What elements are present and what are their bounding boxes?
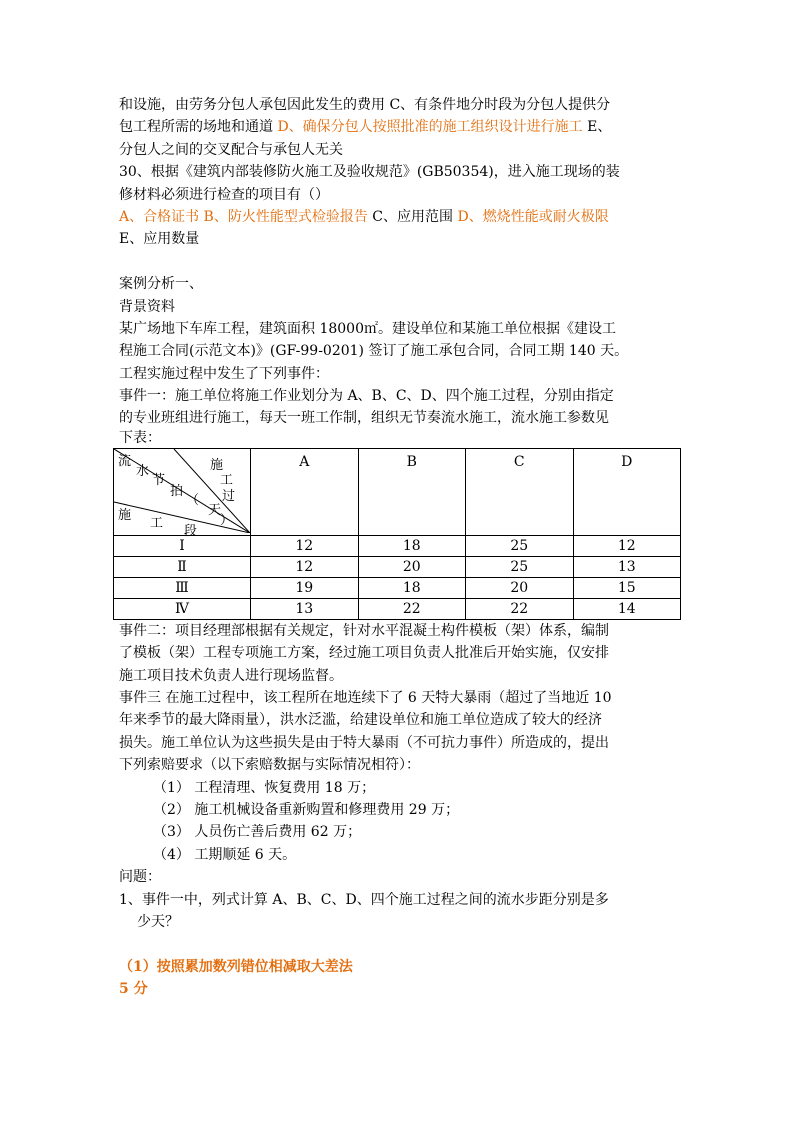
corner-label: 拍 <box>170 483 184 499</box>
text-line: 施工项目技术负责人进行现场监督。 <box>119 667 343 684</box>
table-cell: 19 <box>251 577 359 598</box>
highlighted-option: D、确保分包人按照批准的施工组织设计进行施工 <box>277 119 583 136</box>
table-cell: 22 <box>466 598 574 619</box>
table-cell: 15 <box>573 577 681 598</box>
question-30: 30、根据《建筑内部装修防火施工及验收规范》(GB50354)，进入施工现场的装 <box>119 164 620 181</box>
text-line: E、应用数量 <box>119 231 200 248</box>
text-line: 下列索赔要求（以下索赔数据与实际情况相符）： <box>119 757 420 774</box>
table-cell: 13 <box>251 598 359 619</box>
row-label: Ⅰ <box>114 535 251 556</box>
options-line: A、合格证书 B、防火性能型式检验报告 C、应用范围 D、燃烧性能或耐火极限 <box>119 208 609 225</box>
column-header: D <box>573 448 681 535</box>
corner-label: 施 <box>210 457 224 473</box>
row-label: Ⅲ <box>114 577 251 598</box>
highlighted-option: D、燃烧性能或耐火极限 <box>457 208 609 225</box>
text-line: 损失。施工单位认为这些损失是由于特大暴雨（不可抗力事件）所造成的，提出 <box>119 734 609 751</box>
claim-item: （4） 工期顺延 6 天。 <box>153 846 297 863</box>
table-row <box>114 598 681 619</box>
claim-item: （3） 人员伤亡善后费用 62 万； <box>153 824 362 841</box>
flow-parameter-table <box>113 448 681 620</box>
corner-label: 水 <box>136 463 150 479</box>
corner-label: 天 <box>208 502 222 518</box>
question-1: 1、事件一中，列式计算 A、B、C、D、四个施工过程之间的流水步距分别是多 <box>119 891 609 908</box>
text-line: 的专业班组进行施工，每天一班工作制，组织无节奏流水施工，流水施工参数见 <box>119 410 609 427</box>
table-cell: 20 <box>358 556 466 577</box>
corner-label: 工 <box>220 472 234 488</box>
table-cell: 20 <box>466 577 574 598</box>
row-label: Ⅳ <box>114 598 251 619</box>
corner-label: ） <box>220 512 234 528</box>
section-heading: 案例分析一、 <box>119 276 203 293</box>
corner-label: 流 <box>118 453 132 469</box>
event-1: 事件一：施工单位将施工作业划分为 A、B、C、D、四个施工过程，分别由指定 <box>119 388 614 405</box>
table-cell: 13 <box>573 556 681 577</box>
text-line: 分包人之间的交叉配合与承包人无关 <box>119 141 343 158</box>
column-header: C <box>466 448 574 535</box>
corner-label: 段 <box>184 523 198 539</box>
answer-score: 5 分 <box>119 981 148 998</box>
table-header-row <box>114 448 681 535</box>
table-cell: 18 <box>358 577 466 598</box>
table-cell: 22 <box>358 598 466 619</box>
highlighted-option: A、合格证书 B、防火性能型式检验报告 <box>119 208 368 225</box>
text-line: 工程实施过程中发生了下列事件： <box>119 365 329 382</box>
table-cell: 25 <box>466 556 574 577</box>
text-line: 下表： <box>119 429 161 446</box>
corner-label: 工 <box>150 515 164 531</box>
table-corner-cell <box>114 448 251 539</box>
document-body <box>119 94 685 1001</box>
event-3: 事件三 在施工过程中，该工程所在地连续下了 6 天特大暴雨（超过了当地近 10 <box>119 690 612 707</box>
text-line: 某广场地下车库工程，建筑面积 18000㎡。建设单位和某施工单位根据《建设工 <box>119 320 616 337</box>
table-cell: 18 <box>358 535 466 556</box>
spacer <box>119 251 685 273</box>
row-label: Ⅱ <box>114 556 251 577</box>
table-cell: 25 <box>466 535 574 556</box>
table-row <box>114 535 681 556</box>
corner-label: 施 <box>118 507 132 523</box>
corner-label: （ <box>186 492 200 508</box>
text-line: 程施工合同(示范文本)》(GF-99-0201) 签订了施工承包合同，合同工期 140 天。 <box>119 343 629 360</box>
text-line: 修材料必须进行检查的项目有（） <box>119 186 329 203</box>
table-cell: 14 <box>573 598 681 619</box>
text-line: 和设施，由劳务分包人承包因此发生的费用 C、有条件地分时段为分包人提供分 <box>119 97 611 113</box>
table-cell: 12 <box>573 535 681 556</box>
text-line: 年来季节的最大降雨量），洪水泛滥，给建设单位和施工单位造成了较大的经济 <box>119 712 602 729</box>
corner-label: 过 <box>222 488 236 504</box>
table-cell: 12 <box>251 535 359 556</box>
table-cell: 12 <box>251 556 359 577</box>
column-header: A <box>251 448 359 535</box>
table-row <box>114 577 681 598</box>
claim-item: （1） 工程清理、恢复费用 18 万； <box>153 779 376 796</box>
claim-item: （2） 施工机械设备重新购置和修理费用 29 万； <box>153 801 460 818</box>
event-2: 事件二：项目经理部根据有关规定，针对水平混凝土构件模板（架）体系，编制 <box>119 622 609 639</box>
answer-method: （1）按照累加数列错位相减取大差法 <box>119 958 353 975</box>
column-header: B <box>358 448 466 535</box>
text-line: 少天？ <box>137 913 179 930</box>
table-row <box>114 556 681 577</box>
spacer <box>119 933 685 955</box>
text-line: 包工程所需的场地和通道 D、确保分包人按照批准的施工组织设计进行施工 E、 <box>119 119 612 136</box>
text-line: 了模板（架）工程专项施工方案，经过施工项目负责人批准后开始实施，仅安排 <box>119 645 609 662</box>
sub-heading: 背景资料 <box>119 298 175 315</box>
corner-label: 节 <box>152 472 166 488</box>
questions-heading: 问题： <box>119 869 161 886</box>
